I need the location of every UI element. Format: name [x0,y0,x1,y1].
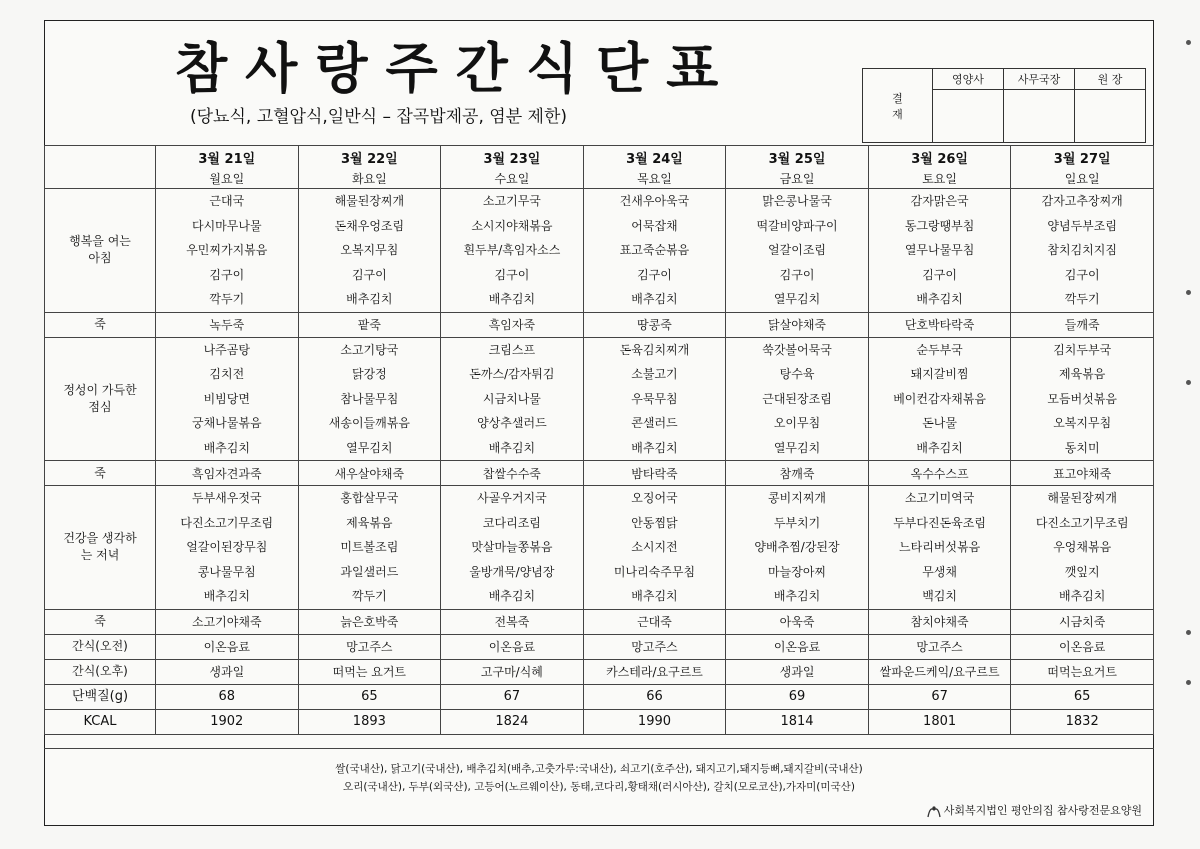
origin-notice [44,748,1154,826]
menu-cell [298,337,441,461]
menu-item: 오복지무침 [1053,416,1112,430]
menu-item: 흑임자견과죽 [156,461,299,486]
origin-line: 오리(국내산), 두부(외국산), 고등어(노르웨이산), 동태,코다리,황태채(러시아산), 갈치(모로코산),가자미(미국산) [343,781,855,793]
menu-item: 깻잎지 [1064,564,1100,579]
menu-item: 찹쌀수수죽 [441,461,584,486]
menu-item: 소고기야채죽 [156,609,299,634]
menu-cell [726,486,869,610]
menu-item: 건새우아욱국 [619,194,690,208]
menu-item: 소고기미역국 [904,491,975,505]
menu-item: 시금치죽 [1011,609,1154,634]
nutrition-value: 65 [1011,684,1154,709]
menu-cell [441,337,584,461]
menu-item: 돈육김치찌개 [619,342,690,357]
date-header-cell [726,146,869,189]
menu-item: 얼갈이조림 [768,243,827,257]
weekday-label: 일요일 [1064,171,1100,186]
menu-item: 땅콩죽 [583,312,726,337]
menu-item: 쌀파운드케익/요구르트 [868,659,1011,684]
menu-item: 생과일 [726,659,869,684]
signature-box [1075,90,1146,143]
menu-item: 동치미 [1064,440,1100,455]
menu-item: 배추김치 [488,292,536,306]
scan-mark [1186,680,1191,685]
menu-item: 떠먹는 요거트 [298,659,441,684]
organization-label: 사회복지법인 평안의집 참사랑전문요양원 [943,804,1142,817]
signature-box [1004,90,1075,143]
menu-item: 깍두기 [351,589,387,603]
row-label: 죽 [45,312,156,337]
weekday-label: 수요일 [494,171,530,186]
menu-row [45,461,1154,486]
nutrition-value: 1902 [156,709,299,734]
menu-item: 열무김치 [773,440,821,455]
page-title: 참사랑주간식단표 [175,37,737,100]
menu-item: 해물된장찌개 [1047,491,1117,505]
menu-item: 소시지야채볶음 [471,218,553,233]
menu-item: 열무김치 [773,292,821,306]
menu-item: 감자고추장찌개 [1041,194,1123,208]
date-label: 3월 25일 [768,151,826,167]
menu-item: 깍두기 [1064,292,1100,306]
menu-cell [1011,337,1154,461]
menu-item: 표고야채죽 [1011,461,1154,486]
menu-item: 홍합살무국 [340,491,399,505]
date-label: 3월 23일 [483,151,541,167]
date-header-cell [298,146,441,189]
weekly-menu-table [44,145,1154,735]
menu-item: 참나물무침 [340,391,399,406]
menu-item: 망고주스 [868,634,1011,659]
menu-item: 카스테라/요구르트 [583,659,726,684]
nutrition-value: 1824 [441,709,584,734]
menu-item: 참치김치지짐 [1047,243,1117,257]
menu-cell [583,189,726,313]
menu-item: 소고기무국 [482,194,541,208]
menu-item: 우민찌가지볶음 [186,243,268,257]
menu-row [45,609,1154,634]
menu-row [45,659,1154,684]
menu-item: 열무김치 [346,440,393,455]
nutrition-value: 65 [298,684,441,709]
nutrition-value: 1832 [1011,709,1154,734]
date-header-cell [156,146,299,189]
menu-item: 배추김치 [631,440,678,455]
menu-item: 김치전 [209,367,245,381]
menu-item: 얼갈이된장무침 [186,540,268,554]
menu-row [45,312,1154,337]
menu-item: 이온음료 [156,634,299,659]
row-label: 건강을 생각하 는 저녁 [45,486,156,610]
menu-item: 아욱죽 [726,609,869,634]
menu-cell [583,486,726,610]
menu-item: 이온음료 [441,634,584,659]
menu-item: 시금치나물 [482,391,541,406]
menu-item: 배추김치 [1059,589,1106,603]
menu-item: 늙은호박죽 [298,609,441,634]
date-label: 3월 21일 [198,151,256,167]
origin-line: 쌀(국내산), 닭고기(국내산), 배추김치(배추,고춧가루:국내산), 쇠고기(호주산), 돼지고기,돼지등뼈,돼지갈비(국내산) [335,763,863,775]
row-label: 죽 [45,609,156,634]
menu-item: 돼지갈비찜 [910,367,969,381]
menu-cell [298,189,441,313]
menu-item: 울방개묵/양념장 [469,564,555,579]
nutrition-value: 1893 [298,709,441,734]
menu-item: 제육볶음 [346,515,393,530]
nutrition-value: 1801 [868,709,1011,734]
menu-item: 깍두기 [209,292,245,306]
menu-item: 크림스프 [488,342,536,357]
approval-role-dietitian: 영양사 [933,69,1004,90]
menu-cell [583,337,726,461]
menu-item: 모듬버섯볶음 [1047,391,1117,406]
weekday-label: 월요일 [209,171,245,186]
menu-item: 콩나물무침 [197,564,256,579]
menu-item: 제육볶음 [1059,367,1106,381]
menu-item: 닭살야채죽 [726,312,869,337]
menu-item: 과일샐러드 [340,564,399,579]
menu-item: 참치야채죽 [868,609,1011,634]
menu-cell [726,189,869,313]
menu-item: 느타리버섯볶음 [899,540,981,554]
menu-item: 돈채우엉조림 [334,218,405,233]
menu-item: 김구이 [494,267,530,282]
menu-item: 미트볼조림 [340,540,399,554]
menu-item: 생과일 [156,659,299,684]
menu-row [45,189,1154,313]
menu-row [45,486,1154,610]
menu-row [45,337,1154,461]
menu-row [45,634,1154,659]
menu-item: 옥수수스프 [868,461,1011,486]
menu-item: 다진소고기무조림 [1035,515,1129,530]
menu-item: 근대된장조림 [762,391,832,406]
page-subtitle: (당뇨식, 고혈압식,일반식 – 잡곡밥제공, 염분 제한) [190,107,568,127]
menu-item: 우엉채볶음 [1053,540,1112,554]
row-label: 죽 [45,461,156,486]
menu-item: 흑임자죽 [441,312,584,337]
menu-item: 표고죽순볶음 [619,243,690,257]
menu-row [45,684,1154,709]
menu-item: 김치두부국 [1053,342,1112,357]
menu-item: 팥죽 [298,312,441,337]
menu-item: 다시마무나물 [192,218,262,233]
menu-item: 다진소고기무조림 [180,515,274,530]
menu-item: 콩비지찌개 [768,491,827,505]
nutrition-value: 1990 [583,709,726,734]
menu-item: 떡갈비양파구이 [756,218,838,233]
menu-item: 우묵무침 [631,391,678,406]
menu-item: 맑은콩나물국 [762,194,832,208]
date-label: 3월 24일 [626,151,683,167]
menu-item: 사골우거지국 [477,491,547,505]
menu-item: 소불고기 [631,367,678,381]
menu-item: 코다리조림 [482,515,541,530]
menu-item: 김구이 [351,267,387,282]
menu-item: 안동찜닭 [631,515,678,530]
nutrition-value: 68 [156,684,299,709]
weekday-label: 금요일 [779,171,815,186]
menu-item: 나주곰탕 [203,342,250,357]
menu-item: 어묵잡채 [631,218,678,233]
date-header-cell [441,146,584,189]
approval-role-director: 원 장 [1075,69,1146,90]
nutrition-value: 66 [583,684,726,709]
menu-item: 궁채나물볶음 [192,416,262,430]
scan-mark [1186,40,1191,45]
menu-item: 닭강정 [351,367,387,381]
date-label: 3월 26일 [911,151,968,167]
menu-item: 김구이 [779,267,815,282]
nutrition-value: 1814 [726,709,869,734]
menu-item: 비빔당면 [203,391,250,406]
menu-item: 이온음료 [726,634,869,659]
menu-item: 양념두부조림 [1047,218,1117,233]
menu-cell [868,486,1011,610]
menu-item: 소고기탕국 [340,342,399,357]
menu-item: 밤타락죽 [583,461,726,486]
menu-cell [1011,189,1154,313]
menu-cell [156,189,299,313]
menu-item: 배추김치 [916,292,963,306]
menu-item: 고구마/식혜 [441,659,584,684]
menu-item: 무생채 [922,564,957,579]
menu-item: 전복죽 [441,609,584,634]
weekday-label: 목요일 [637,171,672,186]
menu-item: 쑥갓볼어묵국 [762,342,832,357]
menu-item: 베이컨감자채볶음 [893,391,986,406]
approval-role-office-manager: 사무국장 [1004,69,1075,90]
menu-cell [298,486,441,610]
menu-item: 근대죽 [583,609,726,634]
menu-cell [156,486,299,610]
approval-box [862,68,1146,143]
menu-item: 김구이 [209,267,245,282]
menu-item: 참깨죽 [726,461,869,486]
menu-item: 근대국 [209,194,245,208]
menu-item: 이온음료 [1011,634,1154,659]
menu-item: 두부새우젓국 [192,491,262,505]
menu-item: 오징어국 [631,491,678,505]
menu-item: 해물된장찌개 [334,194,405,208]
menu-item: 새우살야채죽 [298,461,441,486]
corner-cell [45,146,156,189]
menu-item: 동그랑땡부침 [904,218,975,233]
menu-item: 돈까스/감자튀김 [469,367,555,381]
row-label: KCAL [45,709,156,734]
menu-cell [441,189,584,313]
date-label: 3월 22일 [340,151,398,167]
approval-side-label: 결 재 [863,69,933,143]
row-label: 간식(오후) [45,659,156,684]
row-label: 행복을 여는 아침 [45,189,156,313]
menu-item: 단호박타락죽 [868,312,1011,337]
menu-item: 배추김치 [631,589,678,603]
date-header-row [45,146,1154,189]
menu-cell [441,486,584,610]
menu-item: 배추김치 [488,440,536,455]
menu-item: 녹두죽 [156,312,299,337]
date-header-cell [583,146,726,189]
weekday-label: 토요일 [922,171,957,186]
menu-item: 김구이 [637,267,672,282]
weekday-label: 화요일 [351,171,387,186]
nutrition-value: 67 [441,684,584,709]
scan-mark [1186,290,1191,295]
menu-item: 마늘장아찌 [768,564,827,579]
scan-mark [1186,630,1191,635]
date-header-cell [868,146,1011,189]
menu-item: 두부다진돈육조림 [893,515,986,530]
menu-item: 배추김치 [488,589,536,603]
menu-item: 배추김치 [773,589,821,603]
menu-item: 떠먹는요거트 [1011,659,1154,684]
nutrition-value: 69 [726,684,869,709]
menu-item: 망고주스 [298,634,441,659]
menu-item: 열무나물무침 [904,243,975,257]
signature-box [933,90,1004,143]
menu-item: 양배추찜/강된장 [754,540,840,554]
menu-item: 김구이 [922,267,957,282]
menu-item: 감자맑은국 [910,194,969,208]
menu-item: 배추김치 [203,440,250,455]
menu-item: 탕수육 [779,367,815,381]
menu-item: 망고주스 [583,634,726,659]
menu-item: 들깨죽 [1011,312,1154,337]
menu-item: 새송이들깨볶음 [328,416,410,430]
organization-logo-icon [926,804,942,818]
menu-item: 배추김치 [631,292,678,306]
menu-cell [726,337,869,461]
menu-cell [868,337,1011,461]
menu-item: 흰두부/흑임자소스 [463,243,561,257]
menu-item: 배추김치 [916,440,963,455]
row-label: 간식(오전) [45,634,156,659]
menu-cell [156,337,299,461]
menu-cell [1011,486,1154,610]
menu-item: 맛살마늘쫑볶음 [471,540,553,554]
row-label: 정성이 가득한 점심 [45,337,156,461]
menu-item: 김구이 [1064,267,1100,282]
menu-item: 배추김치 [203,589,250,603]
row-label: 단백질(g) [45,684,156,709]
menu-item: 두부치기 [773,515,821,530]
menu-item: 순두부국 [916,342,963,357]
date-label: 3월 27일 [1053,151,1111,167]
menu-cell [868,189,1011,313]
menu-item: 배추김치 [346,292,393,306]
menu-item: 백김치 [922,589,957,603]
menu-item: 오복지무침 [340,243,399,257]
menu-item: 콘샐러드 [631,416,678,430]
menu-item: 돈나물 [922,416,957,430]
organization-name [926,802,1142,818]
menu-item: 오이무침 [773,416,821,430]
menu-item: 양상추샐러드 [477,416,547,430]
menu-row [45,709,1154,734]
menu-item: 미나리숙주무침 [613,564,696,579]
date-header-cell [1011,146,1154,189]
nutrition-value: 67 [868,684,1011,709]
scan-mark [1186,380,1191,385]
menu-item: 소시지전 [631,540,678,554]
